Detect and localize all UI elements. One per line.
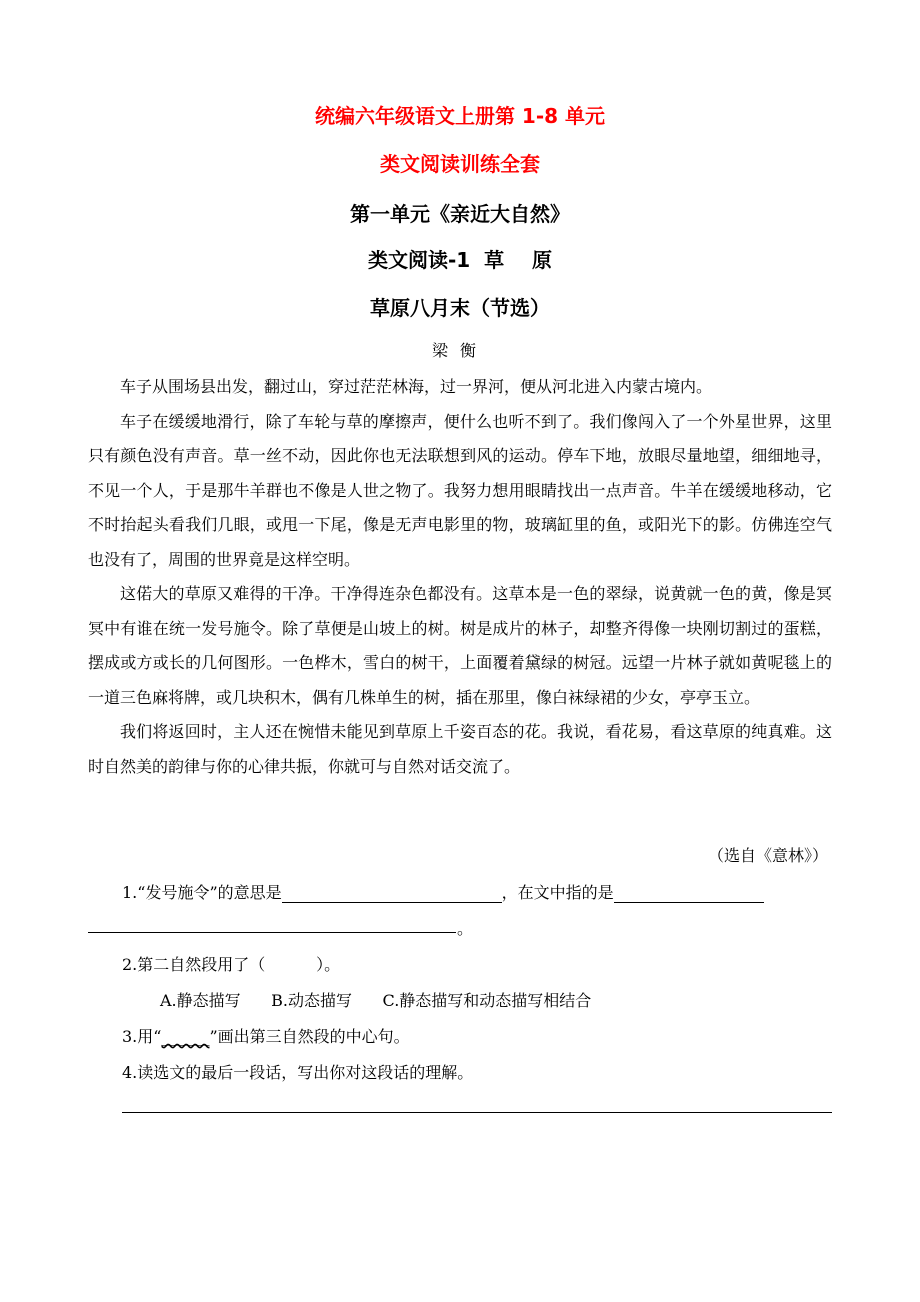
question-2-options: A.静态描写 B.动态描写 C.静态描写和动态描写相结合 (160, 991, 592, 1010)
answer-line-q1[interactable] (88, 932, 456, 933)
reading-passage (88, 370, 832, 784)
question-1-prefix: 1.“发号施令”的意思是 (122, 883, 282, 902)
question-3 (122, 1024, 410, 1047)
passage-source: （选自《意林》） (707, 846, 828, 865)
passage-paragraph: 我们将返回时，主人还在惋惜未能见到草原上千姿百态的花。我说，看花易，看这草原的纯真难。这时自然美的韵律与你的心律共振，你就可与自然对话交流了。 (88, 722, 832, 776)
article-title: 草原八月末（节选） (370, 296, 550, 320)
unit-title: 第一单元《亲近大自然》 (350, 202, 570, 226)
question-2: 2.第二自然段用了（ ）。 (122, 955, 341, 974)
wavy-line-marker: ______ (161, 1027, 210, 1046)
article-author: 梁衡 (431, 341, 488, 360)
question-1 (122, 880, 764, 903)
passage-paragraph: 这偌大的草原又难得的干净。干净得连杂色都没有。这草本是一色的翠绿，说黄就一色的黄，像是冥冥中有谁在统一发号施令。除了草便是山坡上的树。树是成片的林子，却整齐得像一块刚切割过的蛋糕，摆成或方或长的几何图形。一色桦木，雪白的树干，上面覆着黛绿的树冠。远望一片林子就如黄呢毯上的一道三色麻将牌，或几块积木，偶有几株单生的树，插在那里，像白袜绿裙的少女，亭亭玉立。 (88, 584, 832, 707)
question-1-middle: ，在文中指的是 (501, 883, 614, 902)
question-3-suffix: ”画出第三自然段的中心句。 (209, 1027, 410, 1046)
passage-paragraph: 车子在缓缓地滑行，除了车轮与草的摩擦声，便什么也听不到了。我们像闯入了一个外星世界，这里只有颜色没有声音。草一丝不动，因此你也无法联想到风的运动。停车下地，放眼尽量地望，细细地寻，不见一个人，于是那牛羊群也不像是人世之物了。我努力想用眼睛找出一点声音。牛羊在缓缓地移动，它不时抬起头看我们几眼，或甩一下尾，像是无声电影里的物，玻璃缸里的鱼，或阳光下的影。仿佛连空气也没有了，周围的世界竟是这样空明。 (88, 411, 832, 569)
document-title-line1: 统编六年级语文上册第 1-8 单元 (314, 104, 606, 128)
document-title-line2: 类文阅读训练全套 (380, 152, 540, 176)
answer-blank-refers-to[interactable] (614, 884, 764, 903)
answer-line-q4[interactable] (122, 1112, 832, 1113)
question-4: 4.读选文的最后一段话，写出你对这段话的理解。 (122, 1063, 474, 1082)
question-3-prefix: 3.用“ (122, 1027, 162, 1046)
passage-paragraph: 车子从围场县出发，翻过山，穿过茫茫林海，过一界河，便从河北进入内蒙古境内。 (120, 377, 713, 396)
question-1-suffix: 。 (457, 919, 474, 938)
exercise-title: 类文阅读-1 草 原 (368, 248, 552, 272)
answer-blank-meaning[interactable] (282, 884, 502, 903)
